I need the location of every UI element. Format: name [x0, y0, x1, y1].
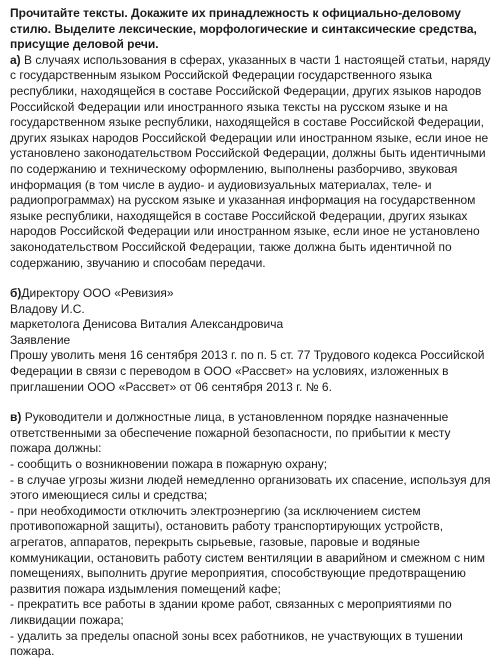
document-type: Заявление [10, 332, 71, 347]
section-c-intro-line [10, 410, 494, 457]
section-a-paragraph [10, 53, 494, 271]
section-a [10, 53, 494, 271]
section-b-addressee-line [10, 286, 494, 302]
list-item: - удалить за пределы опасной зоны всех работников, не участвующих в тушении пожара. [10, 628, 463, 659]
section-c [10, 410, 494, 660]
section-a-text: В случаях использования в сферах, указанных в части 1 настоящей статьи, наряду с государственным языком Российской Федерации государственного языка республики, находящейся в составе Российской Федерации, других языков народов Российской Федерации или иностранного языка тексты на русском языке и на государственном языке республики, находящейся в составе Российской Федерации, других языках народов Российской Федерации или иностранном языке, если иное не установлено законодательством Российской Федерации, должны быть идентичными по содержанию и техническому оформлению, выполнены разборчиво, звуковая информация (в том числе в аудио- и аудиовизуальных материалах, теле- и радиопрограммах) на русском языке и указанная информация на государственном языке республики, находящейся в составе Российской Федерации, других языках народов Российской Федерации или иностранном языке, если иное не установлено законодательством Российской Федерации, также должна быть идентичной по содержанию, звучанию и способам передачи. [10, 52, 491, 270]
duties-list [10, 457, 494, 660]
application-body: Прошу уволить меня 16 сентября 2013 г. по п. 5 ст. 77 Трудового кодекса Российской Федерации в связи с переводом в ООО «Рассвет» на условиях, изложенных в приглашении ООО «Рассвет» от 06 сентября 2013 г. № 6. [10, 348, 485, 394]
list-item: - сообщить о возникновении пожара в пожарную охрану; [10, 457, 328, 472]
spacer [10, 271, 494, 286]
spacer [10, 395, 494, 410]
list-item: - прекратить все работы в здании кроме работ, связанных с мероприятиями по ликвидации пожара; [10, 597, 452, 627]
section-a-marker: а) [10, 52, 21, 67]
director-name: Владову И.С. [10, 301, 85, 316]
section-b [10, 286, 494, 395]
sender: маркетолога Денисова Виталия Александровича [10, 317, 284, 332]
section-b-marker: б) [10, 286, 22, 301]
section-c-intro: Руководители и должностные лица, в установленном порядке назначенные ответственными за обеспечение пожарной безопасности, по прибытии к месту пожара должны: [10, 410, 451, 456]
document-page [10, 6, 494, 660]
task-instruction: Прочитайте тексты. Докажите их принадлежность к официально-деловому стилю. Выделите лексические, морфологические и синтаксические средства, присущие деловой речи. [10, 6, 477, 52]
list-item: - при необходимости отключить электроэнергию (за исключением систем противопожарной защиты), остановить работу транспортирующих устройств, агрегатов, аппаратов, перекрыть сырьевые, газовые, паровые и водяные коммуникации, остановить работу систем вентиляции в аварийном и смежном с ним помещениях, выполнить другие мероприятия, способствующие предотвращению развития пожара издымления помещений кафе; [10, 503, 486, 596]
list-item: - в случае угрозы жизни людей немедленно организовать их спасение, используя для этого имеющиеся силы и средства; [10, 472, 491, 503]
addressee: Директору ООО «Ревизия» [21, 286, 174, 301]
section-c-marker: в) [10, 410, 22, 425]
